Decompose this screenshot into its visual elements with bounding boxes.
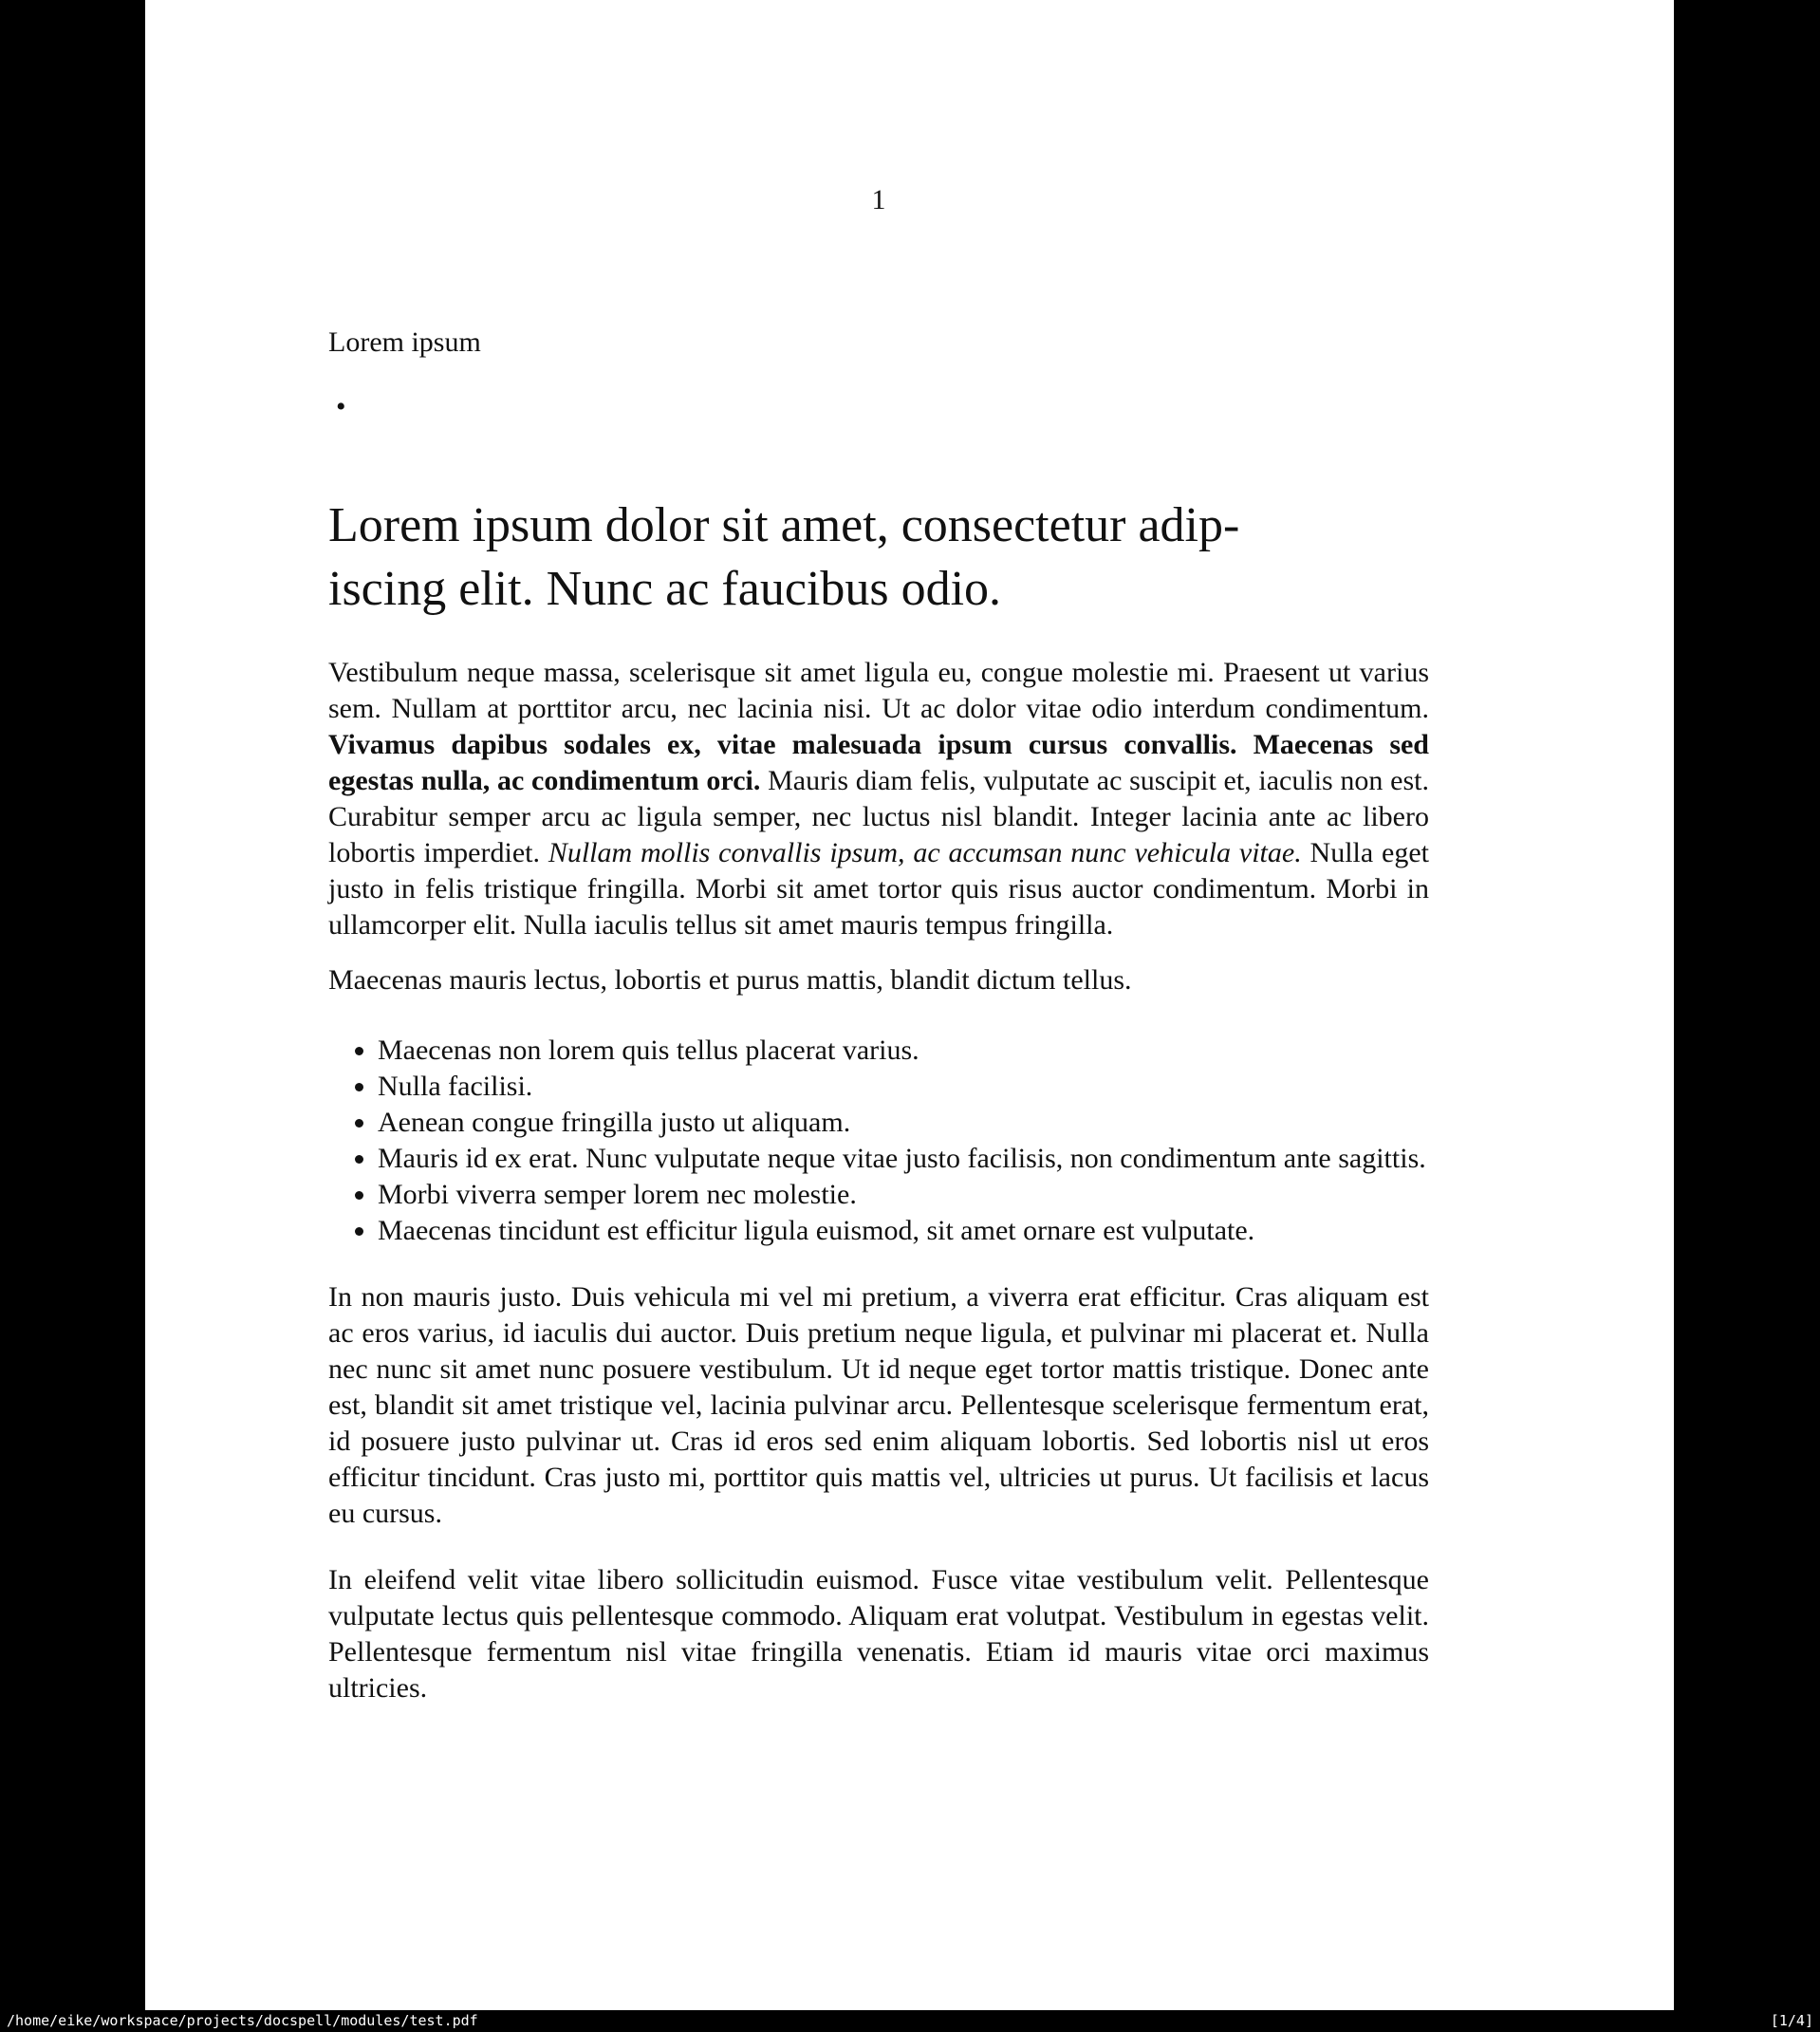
list-item: • Maecenas non lorem quis tellus placerat varius.: [378, 1033, 1429, 1069]
document-title-line: iscing elit. Nunc ac faucibus odio.: [328, 562, 1002, 616]
paragraph: In eleifend velit vitae libero sollicitudin euismod. Fusce vitae vestibulum velit. Pellentesque vulputate lectus quis pellentesque commodo. Aliquam erat volutpat. Vestibulum in egestas velit. Pellentesque fermentum nisl vitae fringilla venenatis. Etiam id mauris vitae orci maximus ultricies.: [328, 1564, 1429, 1704]
document-title-line: Lorem ipsum dolor sit amet, consectetur adip-: [328, 498, 1240, 552]
paragraph: Maecenas mauris lectus, lobortis et purus mattis, blandit dictum tellus.: [328, 964, 1132, 996]
list-item: • Nulla facilisi.: [378, 1069, 1429, 1105]
status-bar: [0, 2010, 1820, 2032]
paragraph: In non mauris justo. Duis vehicula mi vel mi pretium, a viverra erat efficitur. Cras aliquam est ac eros varius, id iaculis dui auctor. Duis pretium neque ligula, et pulvinar mi placerat et. Nulla nec nunc sit amet nunc posuere vestibulum. Ut id neque eget tortor mattis tristique. Donec ante est, blandit sit amet tristique vel, lacinia pulvinar arcu. Pellentesque scelerisque fermentum erat, id posuere justo pulvinar ut. Cras id eros sed enim aliquam lobortis. Sed lobortis nisl ut eros efficitur tincidunt. Cras justo mi, porttitor quis mattis vel, ultricies ut purus. Ut facilisis et lacus eu cursus.: [328, 1281, 1429, 1529]
status-file-path: /home/eike/workspace/projects/docspell/modules/test.pdf: [7, 2012, 478, 2029]
intro-text: Lorem ipsum: [328, 326, 481, 358]
document-title: [328, 494, 1429, 621]
paragraph: Vestibulum neque massa, scelerisque sit amet ligula eu, congue molestie mi. Praesent ut varius sem. Nullam at porttitor arcu, nec lacinia nisi. Ut ac dolor vitae odio interdum condimentum. Vivamus dapibus sodales ex, vitae malesuada ipsum cursus convallis. Maecenas sed egestas nulla, ac condimentum orci. Mauris diam felis, vulputate ac suscipit et, iaculis non est. Curabitur semper arcu ac ligula semper, nec luctus nisl blandit. Integer lacinia ante ac libero lobortis imperdiet. Nullam mollis convallis ipsum, ac accumsan nunc vehicula vitae. Nulla eget justo in felis tristique fringilla. Morbi sit amet tortor quis risus auctor condimentum. Morbi in ullamcorper elit. Nulla iaculis tellus sit amet mauris tempus fringilla.: [328, 657, 1429, 941]
list-item: • Aenean congue fringilla justo ut aliquam.: [378, 1105, 1429, 1141]
pdf-page: [145, 0, 1674, 2010]
bullet-icon: •: [336, 391, 346, 422]
status-page-indicator: [1/4]: [1770, 2012, 1813, 2029]
list-item: • Maecenas tincidunt est efficitur ligula euismod, sit amet ornare est vulputate.: [378, 1213, 1429, 1249]
list-item: • Mauris id ex erat. Nunc vulputate neque vitae justo facilisis, non condimentum ante sagittis.: [378, 1141, 1429, 1177]
page-number: 1: [871, 184, 886, 215]
list-item: • Morbi viverra semper lorem nec molestie.: [378, 1177, 1429, 1213]
empty-bullet-item: [328, 389, 1429, 425]
page-content: [328, 0, 1429, 1706]
bullet-list: [328, 1033, 1429, 1249]
